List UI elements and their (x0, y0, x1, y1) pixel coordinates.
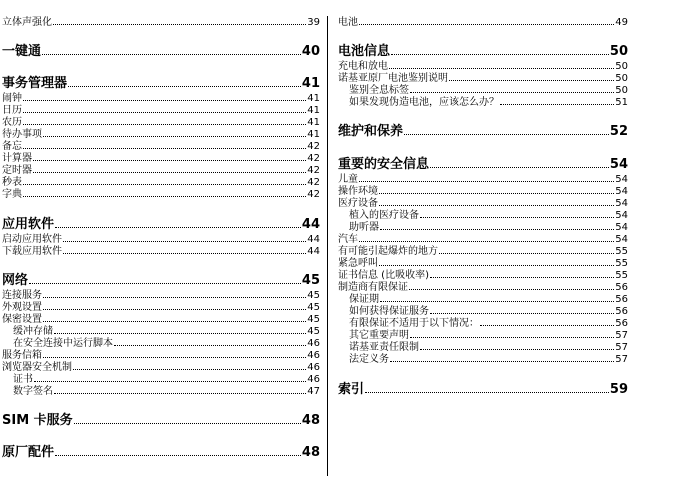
toc-section[interactable] (2, 412, 320, 430)
toc-entry-title: 应用软件 (2, 217, 55, 232)
toc-section[interactable] (338, 381, 628, 399)
toc-page-number: 48 (301, 445, 320, 460)
toc-entry-title: 数字签名 (13, 386, 53, 397)
toc-entry-title: 儿童 (338, 174, 358, 185)
toc-page-number: 55 (615, 258, 628, 269)
toc-page-number: 40 (301, 44, 320, 59)
toc-entry-title: 待办事项 (2, 129, 42, 140)
toc-entry-title: 维护和保养 (338, 124, 404, 139)
toc-entry-title: 秒表 (2, 177, 22, 188)
toc-entry-title: 证书 (13, 374, 33, 385)
dot-leader (42, 54, 301, 55)
dot-leader (73, 369, 306, 370)
toc-entry-title: 有可能引起爆炸的地方 (338, 246, 438, 257)
dot-leader (359, 241, 614, 242)
dot-leader (54, 393, 306, 394)
toc-page-number: 54 (615, 198, 628, 209)
toc-entry-title: 字典 (2, 189, 22, 200)
dot-leader (43, 309, 306, 310)
dot-leader (420, 349, 614, 350)
dot-leader (74, 423, 301, 424)
toc-entry-title: 诺基亚责任限制 (349, 342, 419, 353)
toc-entry-title: 连接服务 (2, 290, 42, 301)
dot-leader (404, 134, 609, 135)
dot-leader (55, 455, 301, 456)
toc-page-number: 56 (615, 282, 628, 293)
toc-page-number: 45 (307, 326, 320, 337)
toc-page-number: 48 (301, 413, 320, 428)
toc-subentry[interactable] (338, 318, 628, 330)
toc-entry-title: 农历 (2, 117, 22, 128)
toc-entry[interactable] (2, 290, 320, 302)
toc-entry[interactable] (338, 258, 628, 270)
dot-leader (380, 229, 614, 230)
toc-page-number: 42 (307, 141, 320, 152)
toc-entry-title: 浏览器安全机制 (2, 362, 72, 373)
dot-leader (500, 104, 614, 105)
dot-leader (389, 68, 614, 69)
toc-entry-title: 日历 (2, 105, 22, 116)
dot-leader (53, 24, 306, 25)
toc-entry-title: 保证期 (349, 294, 379, 305)
toc-page-number: 41 (307, 105, 320, 116)
toc-page-number: 41 (307, 129, 320, 140)
dot-leader (359, 24, 614, 25)
toc-section[interactable] (2, 75, 320, 93)
toc-entry-title: 有限保证不适用于以下情况： (349, 318, 479, 329)
toc-entry-title: SIM 卡服务 (2, 413, 73, 428)
toc-entry-title: 其它重要声明 (349, 330, 409, 341)
toc-entry[interactable] (2, 93, 320, 105)
dot-leader (23, 124, 306, 125)
column-divider (327, 16, 328, 476)
toc-entry-title: 索引 (338, 382, 365, 397)
toc-entry-title: 缓冲存储 (13, 326, 53, 337)
dot-leader (480, 325, 614, 326)
dot-leader (54, 333, 306, 334)
toc-entry-title: 备忘 (2, 141, 22, 152)
toc-entry-title: 植入的医疗设备 (349, 210, 419, 221)
dot-leader (23, 100, 306, 101)
toc-subentry[interactable] (338, 97, 628, 109)
toc-section[interactable] (2, 216, 320, 234)
toc-page-number: 46 (307, 338, 320, 349)
toc-entry[interactable] (2, 117, 320, 129)
dot-leader (391, 54, 609, 55)
dot-leader (55, 227, 301, 228)
dot-leader (379, 205, 614, 206)
toc-entry[interactable] (2, 314, 320, 326)
toc-entry-title: 法定义务 (349, 354, 389, 365)
toc-page-number: 46 (307, 350, 320, 361)
toc-entry[interactable] (338, 17, 628, 29)
toc-entry[interactable] (2, 129, 320, 141)
toc-entry-title: 操作环境 (338, 186, 378, 197)
toc-page-number: 44 (307, 234, 320, 245)
toc-entry-title: 定时器 (2, 165, 32, 176)
toc-page-number: 55 (615, 246, 628, 257)
toc-entry-title: 汽车 (338, 234, 358, 245)
toc-entry-title: 在安全连接中运行脚本 (13, 338, 113, 349)
dot-leader (379, 193, 614, 194)
toc-page-number: 44 (301, 217, 320, 232)
dot-leader (63, 253, 306, 254)
toc-entry[interactable] (2, 350, 320, 362)
toc-page-number: 50 (609, 44, 628, 59)
dot-leader (43, 297, 306, 298)
toc-entry[interactable] (2, 189, 320, 201)
toc-entry[interactable] (2, 246, 320, 258)
toc-right-column (338, 0, 628, 399)
toc-page-number: 54 (615, 234, 628, 245)
dot-leader (430, 277, 614, 278)
dot-leader (410, 92, 614, 93)
dot-leader (34, 381, 306, 382)
toc-page-number: 59 (609, 382, 628, 397)
toc-section[interactable] (2, 444, 320, 462)
toc-page-number: 54 (615, 222, 628, 233)
toc-entry-title: 如果发现伪造电池，应该怎么办？ (349, 97, 499, 108)
toc-page-number: 45 (307, 314, 320, 325)
toc-section[interactable] (338, 43, 628, 61)
toc-subentry[interactable] (2, 338, 320, 350)
toc-subentry[interactable] (338, 294, 628, 306)
toc-entry[interactable] (2, 177, 320, 189)
toc-page-number: 54 (615, 174, 628, 185)
toc-entry[interactable] (338, 270, 628, 282)
toc-subentry[interactable] (338, 210, 628, 222)
toc-page-number: 46 (307, 374, 320, 385)
toc-entry-title: 立体声强化 (2, 17, 52, 28)
dot-leader (23, 112, 306, 113)
dot-leader (359, 181, 614, 182)
dot-leader (430, 167, 609, 168)
toc-entry-title: 计算器 (2, 153, 32, 164)
toc-page-number: 54 (609, 157, 628, 172)
toc-page-number: 46 (307, 362, 320, 373)
toc-entry[interactable] (338, 246, 628, 258)
toc-page-number: 56 (615, 306, 628, 317)
dot-leader (23, 184, 306, 185)
dot-leader (23, 148, 306, 149)
dot-leader (449, 80, 614, 81)
dot-leader (439, 253, 614, 254)
toc-page-number: 44 (307, 246, 320, 257)
toc-section[interactable] (338, 123, 628, 141)
toc-entry-title: 医疗设备 (338, 198, 378, 209)
dot-leader (409, 289, 614, 290)
toc-entry[interactable] (338, 198, 628, 210)
dot-leader (410, 337, 614, 338)
dot-leader (29, 283, 301, 284)
toc-entry[interactable] (2, 17, 320, 29)
dot-leader (23, 196, 306, 197)
toc-left-column (2, 0, 320, 462)
toc-subentry[interactable] (338, 222, 628, 234)
toc-page-number: 41 (301, 76, 320, 91)
toc-entry-title: 事务管理器 (2, 76, 68, 91)
dot-leader (63, 241, 306, 242)
toc-entry[interactable] (338, 234, 628, 246)
toc-page-number: 51 (615, 97, 628, 108)
toc-entry[interactable] (2, 362, 320, 374)
toc-entry-title: 网络 (2, 273, 29, 288)
toc-page-number: 42 (307, 153, 320, 164)
toc-entry-title: 下载应用软件 (2, 246, 62, 257)
toc-page-number: 50 (615, 85, 628, 96)
toc-entry-title: 制造商有限保证 (338, 282, 408, 293)
toc-subentry[interactable] (338, 342, 628, 354)
toc-entry-title: 鉴别全息标签 (349, 85, 409, 96)
toc-section[interactable] (2, 43, 320, 61)
toc-entry[interactable] (338, 61, 628, 73)
toc-entry-title: 充电和放电 (338, 61, 388, 72)
toc-page-number: 41 (307, 93, 320, 104)
dot-leader (68, 86, 301, 87)
toc-entry[interactable] (2, 141, 320, 153)
toc-page-number: 54 (615, 210, 628, 221)
toc-entry-title: 服务信箱 (2, 350, 42, 361)
toc-entry-title: 重要的安全信息 (338, 157, 430, 172)
toc-entry[interactable] (2, 302, 320, 314)
toc-entry[interactable] (2, 153, 320, 165)
toc-entry-title: 原厂配件 (2, 445, 55, 460)
toc-page-number: 47 (307, 386, 320, 397)
dot-leader (365, 392, 609, 393)
toc-entry[interactable] (338, 174, 628, 186)
toc-page-number: 57 (615, 354, 628, 365)
dot-leader (380, 301, 614, 302)
toc-subentry[interactable] (338, 330, 628, 342)
toc-section[interactable] (338, 156, 628, 174)
toc-subentry[interactable] (338, 354, 628, 366)
toc-entry[interactable] (338, 282, 628, 294)
toc-page-number: 45 (307, 302, 320, 313)
dot-leader (420, 217, 614, 218)
toc-entry-title: 证书信息 (比吸收率) (338, 270, 429, 281)
toc-page-number: 45 (307, 290, 320, 301)
toc-entry-title: 启动应用软件 (2, 234, 62, 245)
toc-subentry[interactable] (338, 306, 628, 318)
toc-entry-title: 紧急呼叫 (338, 258, 378, 269)
toc-entry-title: 电池信息 (338, 44, 391, 59)
toc-page-number: 50 (615, 61, 628, 72)
toc-entry-title: 保密设置 (2, 314, 42, 325)
toc-subentry[interactable] (2, 374, 320, 386)
toc-entry[interactable] (338, 73, 628, 85)
toc-entry[interactable] (2, 165, 320, 177)
toc-entry-title: 电池 (338, 17, 358, 28)
dot-leader (43, 136, 306, 137)
toc-page-number: 56 (615, 318, 628, 329)
toc-page-number: 49 (615, 17, 628, 28)
toc-entry-title: 一键通 (2, 44, 42, 59)
toc-page-number: 55 (615, 270, 628, 281)
toc-entry-title: 助听器 (349, 222, 379, 233)
toc-page-number: 52 (609, 124, 628, 139)
toc-page-number: 45 (301, 273, 320, 288)
toc-page-number: 42 (307, 165, 320, 176)
toc-entry[interactable] (2, 234, 320, 246)
dot-leader (43, 357, 306, 358)
toc-entry-title: 闹钟 (2, 93, 22, 104)
dot-leader (390, 361, 614, 362)
toc-page-number: 57 (615, 330, 628, 341)
toc-page-number: 57 (615, 342, 628, 353)
toc-entry-title: 外观设置 (2, 302, 42, 313)
toc-page-number: 50 (615, 73, 628, 84)
toc-subentry[interactable] (2, 386, 320, 398)
toc-section[interactable] (2, 272, 320, 290)
toc-page-number: 41 (307, 117, 320, 128)
toc-entry-title: 如何获得保证服务 (349, 306, 429, 317)
toc-subentry[interactable] (338, 85, 628, 97)
dot-leader (114, 345, 306, 346)
dot-leader (430, 313, 614, 314)
toc-page-number: 56 (615, 294, 628, 305)
toc-entry-title: 诺基亚原厂电池鉴别说明 (338, 73, 448, 84)
toc-entry[interactable] (338, 186, 628, 198)
toc-page-number: 54 (615, 186, 628, 197)
dot-leader (33, 160, 306, 161)
toc-subentry[interactable] (2, 326, 320, 338)
dot-leader (43, 321, 306, 322)
toc-entry[interactable] (2, 105, 320, 117)
toc-page-number: 39 (307, 17, 320, 28)
dot-leader (33, 172, 306, 173)
toc-page-number: 42 (307, 177, 320, 188)
toc-page-number: 42 (307, 189, 320, 200)
dot-leader (379, 265, 614, 266)
